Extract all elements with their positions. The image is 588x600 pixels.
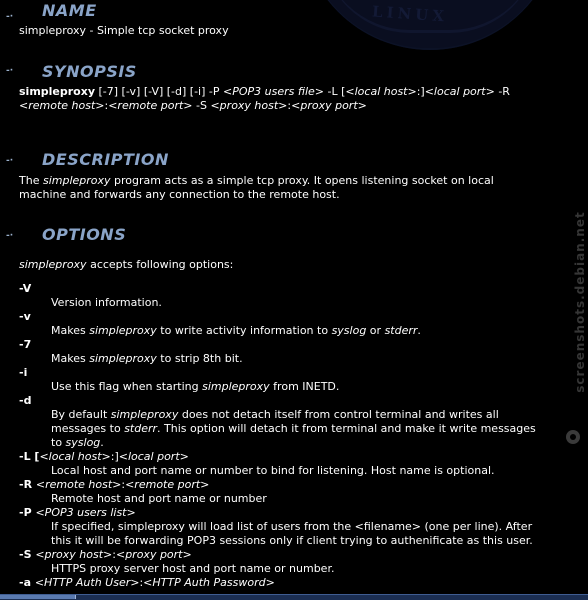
section-bullet-icon: -· <box>6 231 14 241</box>
section-heading-options: OPTIONS <box>42 225 127 244</box>
option-P-flag: -P <POP3 users list> <box>19 506 136 519</box>
description-line-1: The simpleproxy program acts as a simple tcp proxy. It opens listening socket on local <box>19 174 494 187</box>
option-P-desc-line-2: this it will be forwarding POP3 sessions only if client trying to authenificate as this user. <box>51 534 533 547</box>
synopsis-command: simpleproxy <box>19 85 96 98</box>
section-bullet-icon: -· <box>6 12 14 22</box>
section-bullet-icon: -· <box>6 156 14 166</box>
logo-text: LINUX <box>371 2 449 26</box>
option-S-desc: HTTPS proxy server host and port name or number. <box>51 562 335 575</box>
option-R-desc: Remote host and port name or number <box>51 492 267 505</box>
section-heading-synopsis: SYNOPSIS <box>42 62 137 81</box>
option-i-desc: Use this flag when starting simpleproxy from INETD. <box>51 380 340 393</box>
option-L-flag: -L [<local host>:]<local port> <box>19 450 189 463</box>
debian-swirl-icon <box>566 430 580 444</box>
option-a-flag: -a <HTTP Auth User>:<HTTP Auth Password> <box>19 576 275 589</box>
option-d-desc-line-1: By default simpleproxy does not detach itself from control terminal and writes all <box>51 408 499 421</box>
option-L-desc: Local host and port name or number to bind for listening. Host name is optional. <box>51 464 495 477</box>
side-watermark-text: screenshots.debian.net <box>573 211 587 393</box>
name-text: simpleproxy - Simple tcp socket proxy <box>19 24 229 37</box>
side-watermark <box>572 185 586 425</box>
option-V-desc: Version information. <box>51 296 162 309</box>
option-d-desc-line-2: messages to stderr. This option will detach it from terminal and make it write messages <box>51 422 536 435</box>
option-S-flag: -S <proxy host>:<proxy port> <box>19 548 192 561</box>
option-7-desc: Makes simpleproxy to strip 8th bit. <box>51 352 243 365</box>
options-intro: simpleproxy accepts following options: <box>19 258 234 271</box>
section-heading-name: NAME <box>42 1 97 20</box>
section-heading-description: DESCRIPTION <box>42 150 169 169</box>
option-v-flag: -v <box>19 310 31 323</box>
option-V-flag: -V <box>19 282 32 295</box>
section-bullet-icon: -· <box>6 66 14 76</box>
option-7-flag: -7 <box>19 338 32 351</box>
horizontal-scrollbar[interactable] <box>0 594 588 600</box>
option-P-desc-line-1: If specified, simpleproxy will load list of users from the <filename> (one per line). After <box>51 520 533 533</box>
option-i-flag: -i <box>19 366 28 379</box>
option-R-flag: -R <remote host>:<remote port> <box>19 478 210 491</box>
synopsis-line-2: <remote host>:<remote port> -S <proxy host>:<proxy port> <box>19 99 367 112</box>
option-v-desc: Makes simpleproxy to write activity information to syslog or stderr. <box>51 324 421 337</box>
description-line-2: machine and forwards any connection to the remote host. <box>19 188 340 201</box>
option-d-desc-line-3: to syslog. <box>51 436 104 449</box>
synopsis-line-1: simpleproxy [-7] [-v] [-V] [-d] [-i] -P <POP3 users file> -L [<local host>:]<local port> -R <box>19 85 510 98</box>
option-d-flag: -d <box>19 394 32 407</box>
